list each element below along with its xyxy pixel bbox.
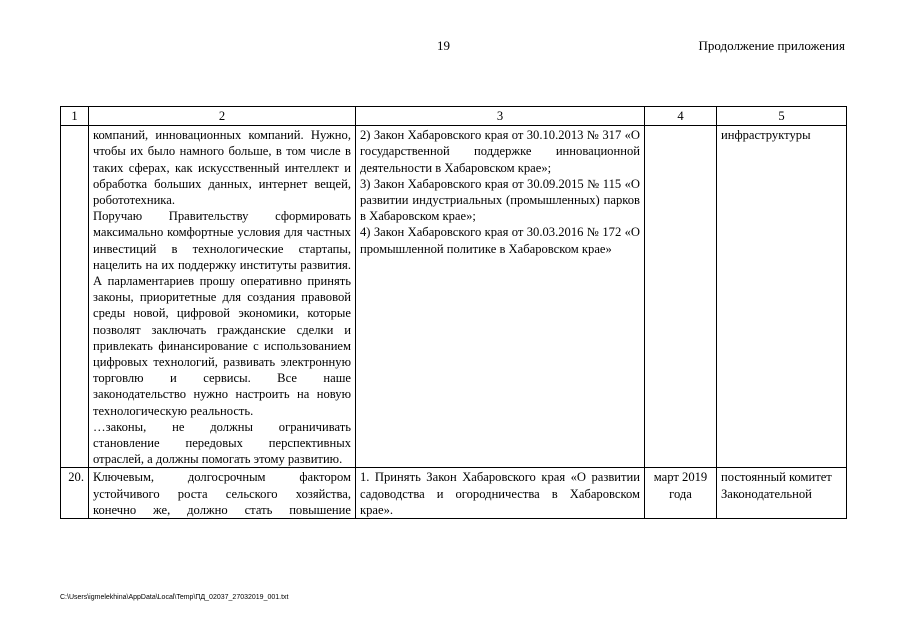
header-cell-1: 1 xyxy=(61,107,89,126)
responsible-cell: инфраструктуры xyxy=(717,126,847,468)
table-header-row xyxy=(61,107,847,126)
law-item: 4) Закон Хабаровского края от 30.03.2016 № 172 «О промышленной политике в Хабаровском крае» xyxy=(360,225,640,256)
file-path-footer: C:\Users\igmelekhina\AppData\Local\Temp\ПД_02037_27032019_001.txt xyxy=(60,594,289,601)
header-cell-2: 2 xyxy=(89,107,356,126)
deadline-cell: март 2019 года xyxy=(645,468,717,519)
table-row xyxy=(61,468,847,519)
table-row xyxy=(61,126,847,468)
row-number-cell: 20. xyxy=(61,468,89,519)
law-item: 1. Принять Закон Хабаровского края «О развитии садоводства и огородничества в Хабаровском крае». xyxy=(360,470,640,517)
deadline-cell xyxy=(645,126,717,468)
header-cell-3: 3 xyxy=(356,107,645,126)
header-cell-5: 5 xyxy=(717,107,847,126)
event-paragraph: Ключевым, долгосрочным фактором устойчивого роста сельского хозяйства, конечно же, должно стать повышение xyxy=(93,470,351,517)
event-text-cell xyxy=(89,126,356,468)
law-list-cell xyxy=(356,126,645,468)
page-header: Продолжение приложения xyxy=(698,38,845,53)
event-paragraph: Поручаю Правительству сформировать максимально комфортные условия для частных инвестиций в технологические стартапы, нацелить на их поддержку институты развития. А парламентариев прошу оперативно принять законы, приоритетные для создания правовой среды новой, цифровой экономики, которые позволят заключать гражданские сделки и привлекать финансирование с использованием цифровых технологий, развивать электронную торговлю и сервисы. Все наше законодательство нужно настроить на новую технологическую реальность. xyxy=(93,209,351,418)
responsible-cell: постоянный комитет Законодательной xyxy=(717,468,847,519)
event-text-cell xyxy=(89,468,356,519)
law-list-cell xyxy=(356,468,645,519)
law-item: 3) Закон Хабаровского края от 30.09.2015 № 115 «О развитии индустриальных (промышленных) парков в Хабаровском крае»; xyxy=(360,176,640,224)
event-paragraph: …законы, не должны ограничивать становление передовых перспективных отраслей, а должны помогать этому развитию. xyxy=(93,419,351,467)
page-number: 19 xyxy=(437,38,450,53)
header-cell-4: 4 xyxy=(645,107,717,126)
event-paragraph: компаний, инновационных компаний. Нужно, чтобы их было намного больше, в том числе в таких сферах, как искусственный интеллект и обработка больших данных, интернет вещей, робототехника. xyxy=(93,128,351,208)
row-number-cell xyxy=(61,126,89,468)
document-table xyxy=(60,106,847,519)
law-item: 2) Закон Хабаровского края от 30.10.2013 № 317 «О государственной поддержке инновационной деятельности в Хабаровском крае»; xyxy=(360,128,640,175)
